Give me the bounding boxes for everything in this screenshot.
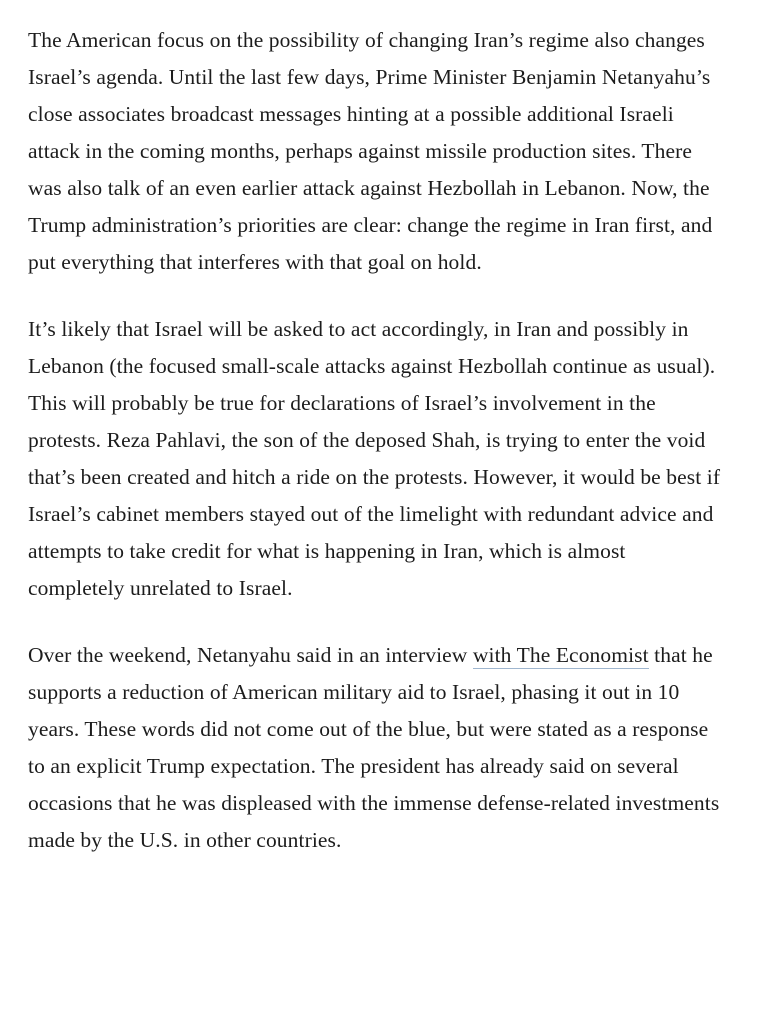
paragraph-3-tail-text: that he supports a reduction of American military aid to Israel, phasing it out in 10 years. These words did not come out of the blue, but were stated as a response to an explicit Trump expectation. The president has already said on several occasions that he was displeased with the immense defense-related investments made by the U.S. in other countries. [28,643,720,852]
article-paragraph-1: The American focus on the possibility of changing Iran’s regime also changes Israel’s agenda. Until the last few days, Prime Minister Benjamin Netanyahu’s close associates broadcast messages hinting at a possible additional Israeli attack in the coming months, perhaps against missile production sites. There was also talk of an even earlier attack against Hezbollah in Lebanon. Now, the Trump administration’s priorities are clear: change the regime in Iran first, and put everything that interferes with that goal on hold. [28,28,713,274]
article-paragraph-3 [28,637,722,859]
article-paragraph-2: It’s likely that Israel will be asked to act accordingly, in Iran and possibly in Lebanon (the focused small-scale attacks against Hezbollah continue as usual). This will probably be true for declarations of Israel’s involvement in the protests. Reza Pahlavi, the son of the deposed Shah, is trying to enter the void that’s been created and hitch a ride on the protests. However, it would be best if Israel’s cabinet members stayed out of the limelight with redundant advice and attempts to take credit for what is happening in Iran, which is almost completely unrelated to Israel. [28,317,721,600]
economist-interview-link[interactable]: with The Economist [472,643,649,667]
paragraph-3-lead-text: Over the weekend, Netanyahu said in an interview [28,643,473,667]
